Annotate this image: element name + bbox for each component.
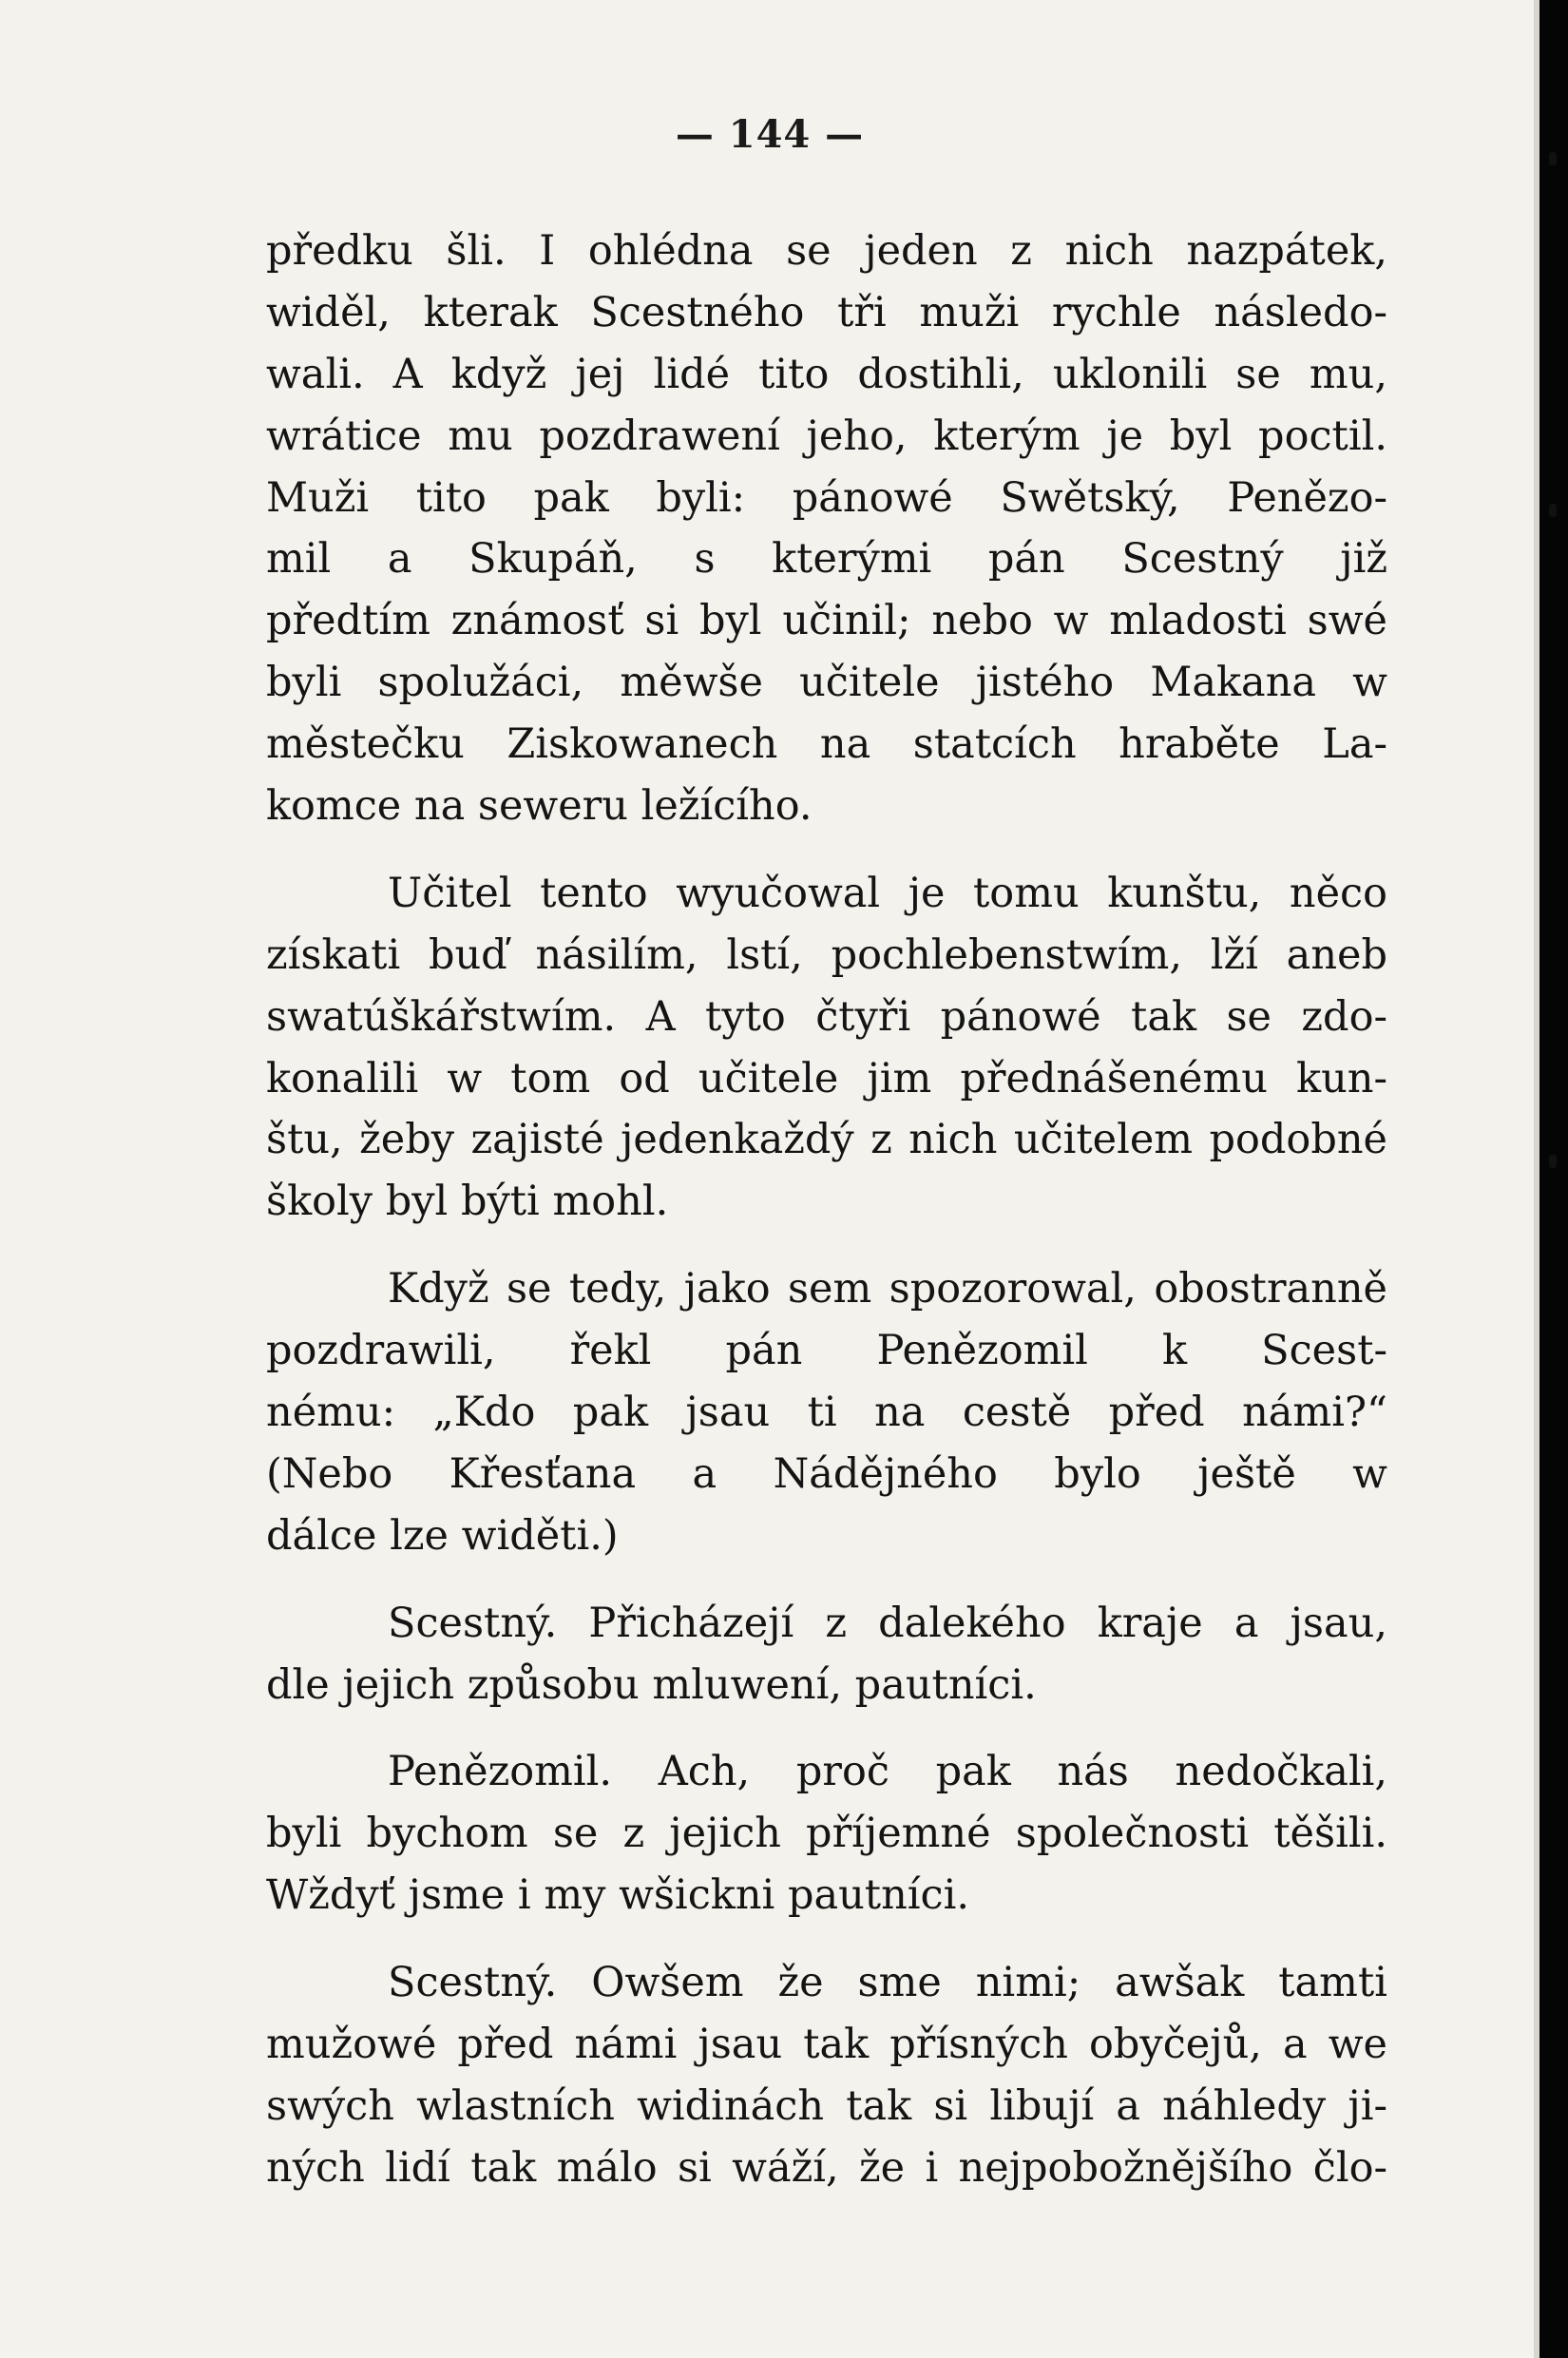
text-line: byli bychom se z jejich příjemné společnosti těšili. bbox=[266, 1810, 1387, 1858]
scan-speck bbox=[1549, 504, 1557, 517]
text-line: wrátice mu pozdrawení jeho, kterým je byl poctil. bbox=[266, 412, 1387, 460]
text-line: Učitel tento wyučowal je tomu kunštu, něco bbox=[388, 869, 1387, 917]
page-text bbox=[266, 220, 1387, 2199]
text-line: získati buď násilím, lstí, pochlebenstwím, lží aneb bbox=[266, 930, 1387, 979]
scan-speck bbox=[1549, 1155, 1557, 1168]
text-line: dle jejich způsobu mluwení, pautníci. bbox=[266, 1660, 1037, 1709]
scan-edge bbox=[1539, 0, 1568, 2358]
text-line: Scestný. Owšem že sme nimi; awšak tamti bbox=[388, 1959, 1387, 2007]
page-number: — 144 — bbox=[675, 112, 865, 157]
text-line: mužowé před námi jsau tak přísných obyčejů, a we bbox=[266, 2021, 1387, 2069]
paragraph-gap bbox=[266, 1927, 1387, 1952]
text-line: Když se tedy, jako sem spozorowal, obostranně bbox=[388, 1265, 1387, 1313]
scan-speck bbox=[1549, 152, 1557, 165]
text-line: předku šli. I ohlédna se jeden z nich nazpátek, bbox=[266, 227, 1387, 275]
paragraph-gap bbox=[266, 1567, 1387, 1593]
text-line: mil a Skupáň, s kterými pán Scestný již bbox=[266, 535, 1387, 584]
text-line: widěl, kterak Scestného tři muži rychle následo- bbox=[266, 288, 1387, 336]
text-line: wali. A když jej lidé tito dostihli, uklonili se mu, bbox=[266, 350, 1387, 398]
text-line: městečku Ziskowanech na statcích hraběte La- bbox=[266, 720, 1387, 769]
text-line: nému: „Kdo pak jsau ti na cestě před námi?“ bbox=[266, 1389, 1387, 1437]
text-line: dálce lze widěti.) bbox=[266, 1511, 619, 1560]
text-line: školy byl býti mohl. bbox=[266, 1178, 669, 1226]
text-line: Scestný. Přicházejí z dalekého kraje a jsau, bbox=[388, 1599, 1387, 1647]
paragraph-gap bbox=[266, 837, 1387, 863]
text-line: Wždyť jsme i my wšickni pautníci. bbox=[266, 1871, 970, 1920]
text-line: (Nebo Křesťana a Nádějného bylo ještě w bbox=[266, 1449, 1387, 1498]
text-line: Muži tito pak byli: pánowé Swětský, Penězo- bbox=[266, 473, 1387, 522]
text-line: konalili w tom od učitele jim přednášenému kun- bbox=[266, 1054, 1387, 1102]
text-line: pozdrawili, řekl pán Penězomil k Scest- bbox=[266, 1327, 1387, 1375]
text-line: swatúškářstwím. A tyto čtyři pánowé tak se zdo- bbox=[266, 992, 1387, 1041]
text-line: ných lidí tak málo si wáží, že i nejpobožnějšího člo- bbox=[266, 2143, 1387, 2192]
text-line: předtím známosť si byl učinil; nebo w mladosti swé bbox=[266, 597, 1387, 645]
text-line: Penězomil. Ach, proč pak nás nedočkali, bbox=[388, 1748, 1387, 1796]
paragraph-gap bbox=[266, 1233, 1387, 1258]
text-line: swých wlastních widinách tak si libují a náhledy ji- bbox=[266, 2081, 1387, 2130]
text-line: byli spolužáci, měwše učitele jistého Makana w bbox=[266, 659, 1387, 707]
paragraph-gap bbox=[266, 1716, 1387, 1741]
text-line: štu, žeby zajisté jedenkaždý z nich učitelem podobné bbox=[266, 1116, 1387, 1164]
text-line: komce na sewеru ležícího. bbox=[266, 782, 813, 831]
